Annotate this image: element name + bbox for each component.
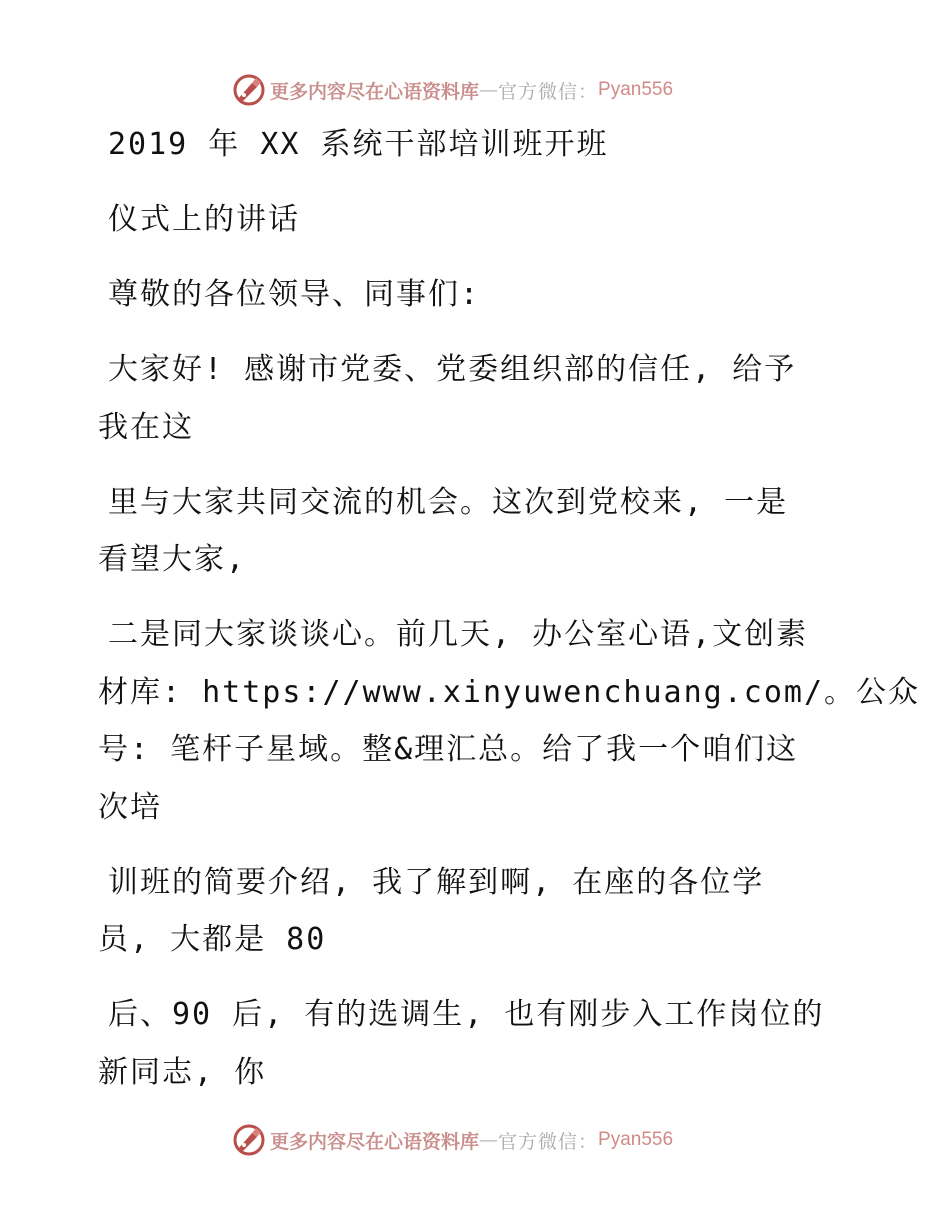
- pen-logo-icon: [232, 73, 266, 107]
- doc-paragraph-line: 二是同大家谈谈心。前几天, 办公室心语,文创素: [108, 617, 809, 652]
- doc-title-line-2: 仪式上的讲话: [108, 202, 300, 237]
- doc-paragraph-line: 看望大家,: [98, 542, 247, 577]
- footer-banner: [232, 1120, 673, 1160]
- doc-paragraph-line: 后、90 后, 有的选调生, 也有刚步入工作岗位的: [108, 997, 825, 1032]
- header-promo-text: 更多内容尽在心语资料库: [270, 80, 480, 103]
- footer-wechat-id: Pyan556: [598, 1129, 674, 1150]
- footer-wechat-label: 官方微信：: [498, 1130, 599, 1153]
- header-banner: [232, 70, 673, 110]
- doc-salutation: 尊敬的各位领导、同事们:: [108, 277, 481, 312]
- footer-separator: —: [479, 1129, 499, 1151]
- doc-title-line-1: 2019 年 XX 系统干部培训班开班: [108, 127, 609, 162]
- header-separator: —: [479, 79, 499, 101]
- doc-paragraph-line: 新同志, 你: [98, 1055, 267, 1090]
- doc-paragraph-line: 训班的简要介绍, 我了解到啊, 在座的各位学: [108, 865, 765, 900]
- pen-logo-icon: [232, 1123, 266, 1157]
- header-wechat-label: 官方微信：: [498, 80, 599, 103]
- header-wechat-id: Pyan556: [598, 79, 674, 100]
- doc-paragraph-line: 员, 大都是 80: [98, 922, 327, 957]
- doc-paragraph-line: 我在这: [98, 410, 194, 445]
- doc-paragraph-line: 材库: https://www.xinyuwenchuang.com/。公众: [98, 675, 921, 710]
- doc-paragraph-line: 大家好! 感谢市党委、党委组织部的信任, 给予: [108, 352, 797, 387]
- doc-paragraph-line: 次培: [98, 790, 162, 825]
- doc-paragraph-line: 里与大家共同交流的机会。这次到党校来, 一是: [108, 485, 789, 520]
- footer-promo-text: 更多内容尽在心语资料库: [270, 1130, 480, 1153]
- doc-paragraph-line: 号: 笔杆子星域。整&理汇总。给了我一个咱们这: [98, 732, 799, 767]
